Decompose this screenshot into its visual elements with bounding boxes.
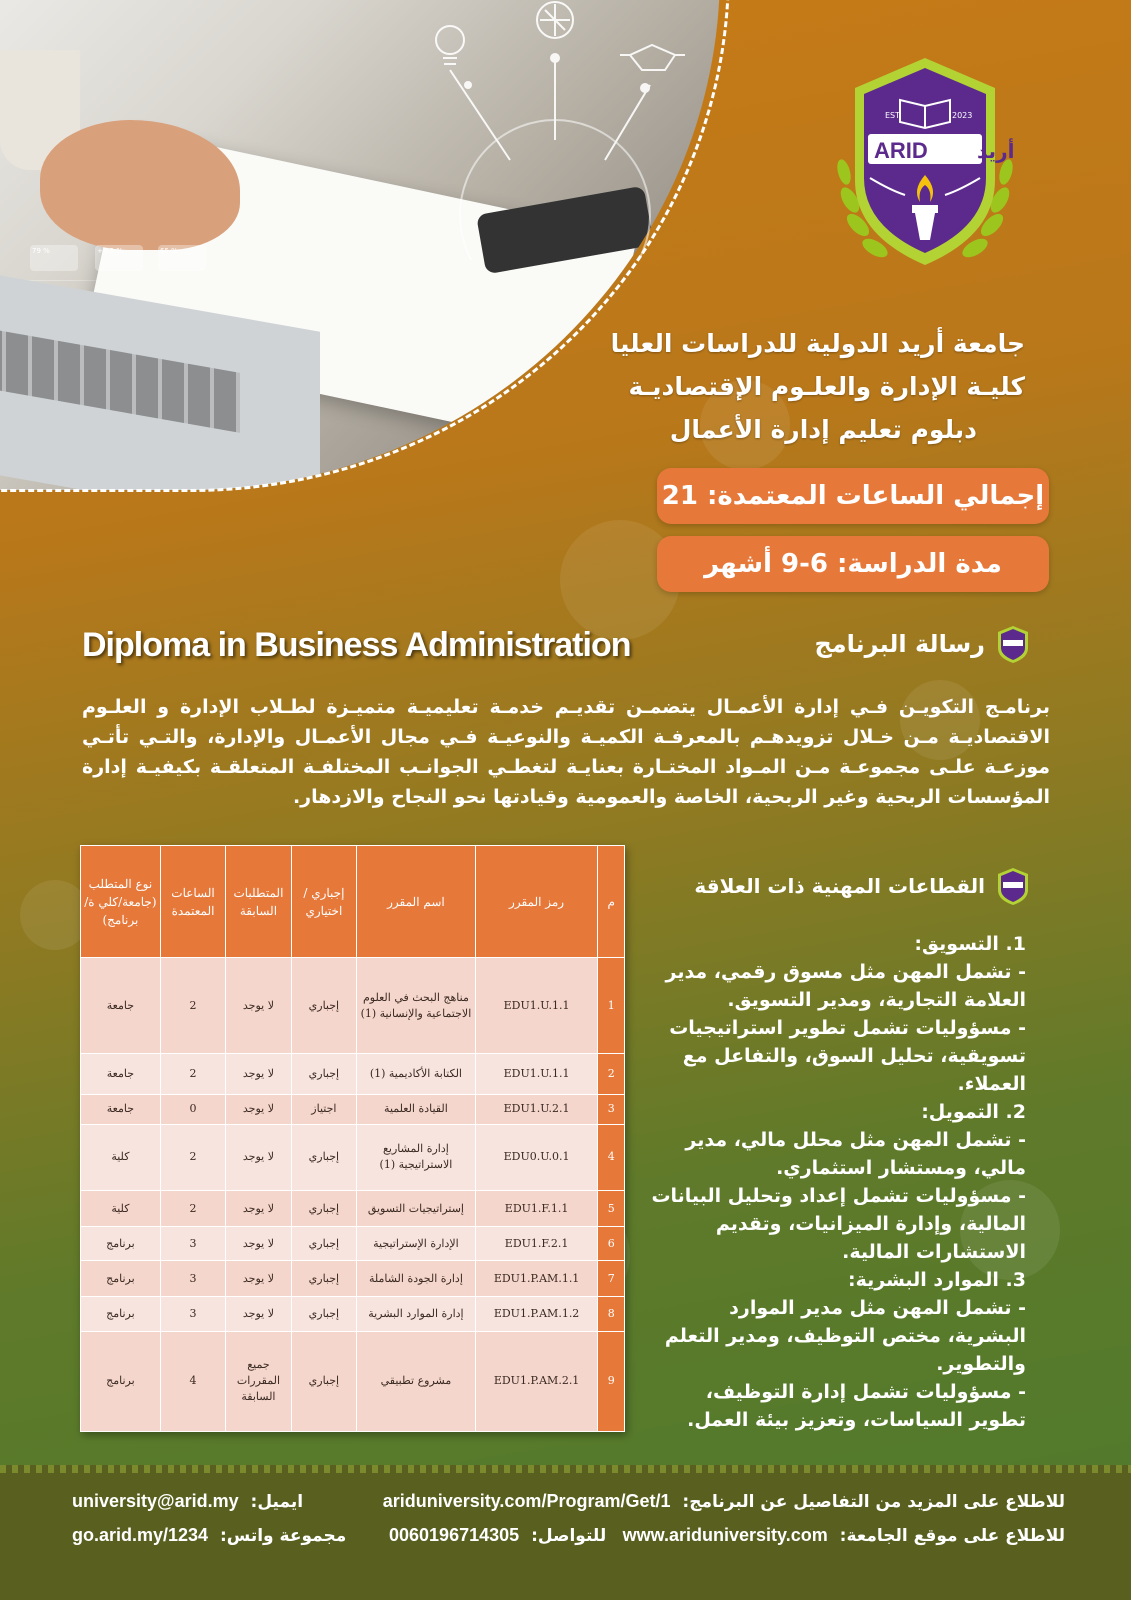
cell-prereq: جميع المقررات السابقة xyxy=(226,1331,291,1431)
stat-card: 79 % xyxy=(30,245,78,271)
col-prereq: المتطلبات السابقة xyxy=(226,846,291,958)
cell-prereq: لا يوجد xyxy=(226,1190,291,1226)
cell-type: إجباري xyxy=(291,1331,356,1431)
cell-req: كلية xyxy=(81,1124,161,1190)
sector-duties: - مسؤوليات تشمل إدارة التوظيف، تطوير السياسات، وتعزيز بيئة العمل. xyxy=(687,1381,1026,1431)
program-url[interactable]: ariduniversity.com/Program/Get/1 xyxy=(382,1491,671,1511)
cell-hours: 4 xyxy=(160,1331,225,1431)
cell-type: إجباري xyxy=(291,958,356,1054)
table-row xyxy=(81,1054,625,1094)
header-titles xyxy=(611,322,1025,451)
cell-type: إجباري xyxy=(291,1297,356,1331)
email-row xyxy=(66,1491,303,1512)
cell-code: EDU1.P.AM.2.1 xyxy=(475,1331,598,1431)
university-logo xyxy=(830,50,1020,280)
cell-name: إدارة المشاريع الاستراتيجية (1) xyxy=(357,1124,476,1190)
cell-hours: 2 xyxy=(160,1190,225,1226)
badge-icon xyxy=(995,866,1031,906)
cell-num: 5 xyxy=(598,1190,625,1226)
cell-num: 8 xyxy=(598,1297,625,1331)
cell-code: EDU1.U.1.1 xyxy=(475,958,598,1054)
sector-title: 3. الموارد البشرية: xyxy=(848,1269,1026,1291)
cell-req: جامعة xyxy=(81,1094,161,1124)
cell-num: 6 xyxy=(598,1227,625,1261)
cell-type: اجتياز xyxy=(291,1094,356,1124)
cell-type: إجباري xyxy=(291,1054,356,1094)
sector-jobs: - تشمل المهن مثل محلل مالي، مدير مالي، ومستشار استثماري. xyxy=(685,1129,1026,1179)
cell-req: برنامج xyxy=(81,1297,161,1331)
email-label: ايميل: xyxy=(250,1492,304,1512)
cell-req: برنامج xyxy=(81,1227,161,1261)
logo-ar-text: أريد xyxy=(977,139,1015,163)
table-row xyxy=(81,1094,625,1124)
bulb-icon xyxy=(436,26,464,64)
cell-code: EDU1.U.1.1 xyxy=(475,1054,598,1094)
col-type: إجباري /اختياري xyxy=(291,846,356,958)
courses-table xyxy=(80,845,625,1432)
table-header-row xyxy=(81,846,625,958)
cell-hours: 2 xyxy=(160,1124,225,1190)
hub-ring-icon xyxy=(460,120,650,260)
logo-en-text: ARID xyxy=(874,138,928,163)
whatsapp-label: مجموعة واتس: xyxy=(220,1526,347,1546)
network-icons xyxy=(380,0,710,260)
cell-prereq: لا يوجد xyxy=(226,1054,291,1094)
whatsapp-link[interactable]: go.arid.my/1234 xyxy=(72,1525,209,1545)
sector-title: 2. التمويل: xyxy=(921,1101,1026,1123)
sectors-heading xyxy=(694,866,1031,906)
cell-req: برنامج xyxy=(81,1261,161,1297)
cell-name: إستراتيجيات التسويق xyxy=(357,1190,476,1226)
cell-hours: 3 xyxy=(160,1227,225,1261)
cell-type: إجباري xyxy=(291,1227,356,1261)
mission-text: برنامـج التكويـن فـي إدارة الأعمـال يتضمـن تقديـم خدمـة تعليميـة متميـزة لطـلاب الإدارة و العلـوم الاقتصاديـة مـن خـلال تزويدهـم بالمعرفـة الكميـة والنوعيـة فـي مجال الأعمـال والإدارة، والتـي تأتـي موزعـة علـى مجموعـة مـن المـواد المختـارة بعنايـة لتغطـي الجوانـب المختلفـة المتعلقـة بكيفيـة إدارة المؤسسات الربحية وغير الربحية، الخاصة والعمومية وقيادتها نحو النجاح والازدهار. xyxy=(82,696,1050,808)
whatsapp-row xyxy=(66,1525,346,1546)
cell-code: EDU1.F.2.1 xyxy=(475,1227,598,1261)
cell-name: الإدارة الإستراتيجية xyxy=(357,1227,476,1261)
footer-stripe xyxy=(0,1465,1131,1473)
badge-icon xyxy=(995,624,1031,664)
logo-year: 2023 xyxy=(952,111,973,120)
mission-title: رسالة البرنامج xyxy=(814,630,985,658)
cell-prereq: لا يوجد xyxy=(226,958,291,1054)
cell-code: EDU1.U.2.1 xyxy=(475,1094,598,1124)
cell-hours: 3 xyxy=(160,1297,225,1331)
site-link-row xyxy=(617,1525,1065,1546)
sector-item xyxy=(646,1098,1026,1266)
stat-card: +8.3 % xyxy=(95,245,143,271)
col-hours: الساعات المعتمدة xyxy=(160,846,225,958)
table-row xyxy=(81,1261,625,1297)
sector-item xyxy=(646,930,1026,1098)
sector-duties: - مسؤوليات تشمل تطوير استراتيجيات تسويقية، تحليل السوق، والتفاعل مع العملاء. xyxy=(669,1017,1026,1095)
cell-prereq: لا يوجد xyxy=(226,1094,291,1124)
sectors-title: القطاعات المهنية ذات العلاقة xyxy=(694,874,985,898)
table-row xyxy=(81,1331,625,1431)
col-name: اسم المقرر xyxy=(357,846,476,958)
cell-name: مناهج البحث في العلوم الاجتماعية والإنسانية (1) xyxy=(357,958,476,1054)
cell-num: 3 xyxy=(598,1094,625,1124)
col-req: نوع المتطلب (جامعة/كلي ة/ برنامج) xyxy=(81,846,161,958)
cell-name: القيادة العلمية xyxy=(357,1094,476,1124)
cell-prereq: لا يوجد xyxy=(226,1261,291,1297)
sector-duties: - مسؤوليات تشمل إعداد وتحليل البيانات المالية، وإدارة الميزانيات، وتقديم الاستشارات المالية. xyxy=(651,1185,1026,1263)
cell-num: 1 xyxy=(598,958,625,1054)
credit-hours-pill: إجمالي الساعات المعتمدة: 21 xyxy=(657,468,1049,524)
sector-jobs: - تشمل المهن مثل مدير الموارد البشرية، مختص التوظيف، ومدير التعلم والتطوير. xyxy=(664,1297,1026,1375)
phone-label: للتواصل: xyxy=(531,1526,607,1546)
faculty-name: كليـة الإدارة والعلـوم الإقتصاديـة xyxy=(628,372,1025,401)
table-row xyxy=(81,1190,625,1226)
courses-table-wrap xyxy=(80,845,625,1432)
duration-pill: مدة الدراسة: 6-9 أشهر xyxy=(657,536,1049,592)
program-link-row xyxy=(377,1491,1065,1512)
cell-name: الكتابة الأكاديمية (1) xyxy=(357,1054,476,1094)
cell-type: إجباري xyxy=(291,1190,356,1226)
table-row xyxy=(81,958,625,1054)
logo-est: EST xyxy=(885,111,901,120)
cell-type: إجباري xyxy=(291,1261,356,1297)
cell-prereq: لا يوجد xyxy=(226,1297,291,1331)
cell-req: برنامج xyxy=(81,1331,161,1431)
mission-heading xyxy=(815,624,1032,664)
cell-hours: 2 xyxy=(160,958,225,1054)
cell-code: EDU1.P.AM.1.2 xyxy=(475,1297,598,1331)
cell-num: 2 xyxy=(598,1054,625,1094)
cell-req: كلية xyxy=(81,1190,161,1226)
cell-num: 9 xyxy=(598,1331,625,1431)
cell-prereq: لا يوجد xyxy=(226,1227,291,1261)
phone-number[interactable]: 0060196714305 xyxy=(389,1525,520,1545)
col-num: م xyxy=(598,846,625,958)
university-name: جامعة أريد الدولية للدراسات العليا xyxy=(610,329,1025,358)
site-url[interactable]: www.ariduniversity.com xyxy=(622,1525,828,1545)
cell-name: إدارة الجودة الشاملة xyxy=(357,1261,476,1297)
program-name: دبلوم تعليم إدارة الأعمال xyxy=(669,415,977,444)
cell-num: 4 xyxy=(598,1124,625,1190)
sector-title: 1. التسويق: xyxy=(914,933,1026,955)
cell-req: جامعة xyxy=(81,958,161,1054)
program-label: للاطلاع على المزيد من التفاصيل عن البرنامج: xyxy=(682,1492,1065,1512)
footer xyxy=(0,1465,1131,1600)
phone-row xyxy=(383,1525,606,1546)
cell-code: EDU1.F.1.1 xyxy=(475,1190,598,1226)
sector-item xyxy=(646,1266,1026,1434)
stat-card: 65 % xyxy=(158,245,206,271)
table-row xyxy=(81,1227,625,1261)
table-row xyxy=(81,1124,625,1190)
cell-req: جامعة xyxy=(81,1054,161,1094)
sectors-list xyxy=(646,930,1026,1434)
email-link[interactable]: university@arid.my xyxy=(72,1491,239,1511)
site-label: للاطلاع على موقع الجامعة: xyxy=(839,1526,1065,1546)
cell-type: إجباري xyxy=(291,1124,356,1190)
cell-name: مشروع تطبيقي xyxy=(357,1331,476,1431)
table-row xyxy=(81,1297,625,1331)
english-title: Diploma in Business Administration xyxy=(82,626,631,664)
handshake-icon xyxy=(620,45,685,70)
cell-code: EDU0.U.0.1 xyxy=(475,1124,598,1190)
cell-code: EDU1.P.AM.1.1 xyxy=(475,1261,598,1297)
brain-icon xyxy=(537,2,573,38)
col-code: رمز المقرر xyxy=(475,846,598,958)
cell-prereq: لا يوجد xyxy=(226,1124,291,1190)
cell-hours: 3 xyxy=(160,1261,225,1297)
cell-name: إدارة الموارد البشرية xyxy=(357,1297,476,1331)
cell-hours: 0 xyxy=(160,1094,225,1124)
sector-jobs: - تشمل المهن مثل مسوق رقمي، مدير العلامة التجارية، ومدير التسويق. xyxy=(665,961,1026,1011)
cell-num: 7 xyxy=(598,1261,625,1297)
cell-hours: 2 xyxy=(160,1054,225,1094)
